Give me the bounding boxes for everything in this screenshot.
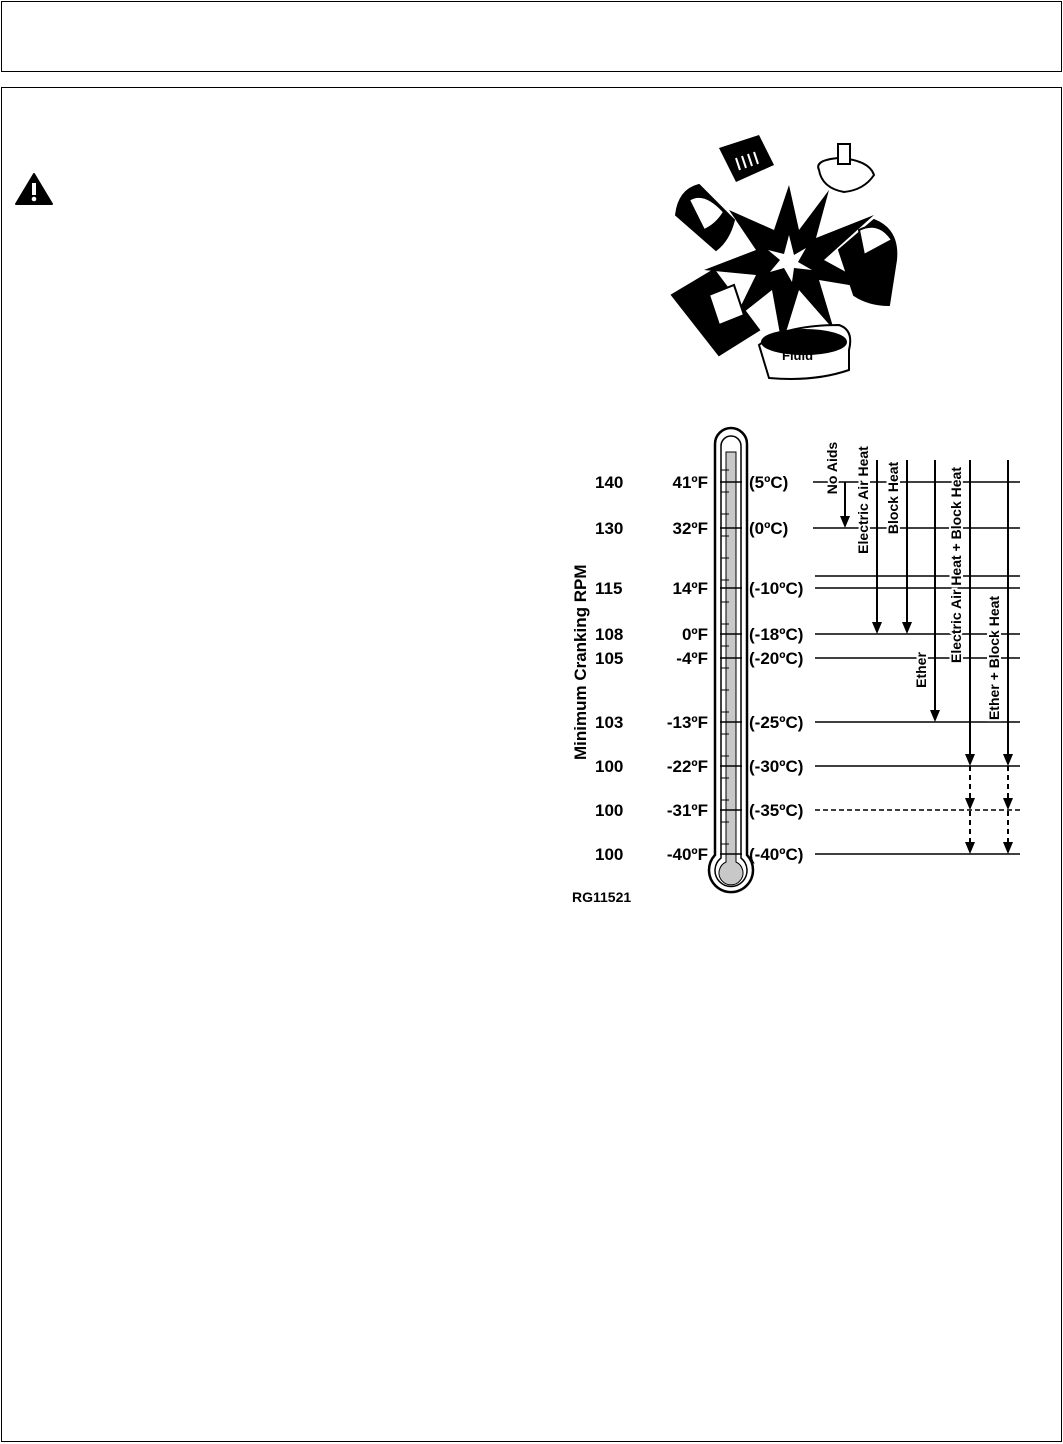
starting-fluid-explosion-illustration <box>664 130 909 390</box>
temp-f-label: -13ºF <box>666 713 708 732</box>
cranking-rpm-chart <box>565 430 1025 910</box>
temp-f-label: 32ºF <box>672 519 708 538</box>
aid-label: Ether + Block Heat <box>986 595 1002 721</box>
rpm-label: 115 <box>595 579 623 598</box>
arrow-head-icon <box>902 622 912 634</box>
spray-can-left-icon <box>676 185 734 250</box>
temp-f-label: -40ºF <box>666 845 708 864</box>
y-axis-label: Minimum Cranking RPM <box>571 564 590 760</box>
arrow-head-icon <box>930 710 940 722</box>
aid-label: Electric Air Heat + Block Heat <box>948 467 964 663</box>
aid-label: Electric Air Heat <box>855 446 871 554</box>
temp-f-label: -22ºF <box>666 757 708 776</box>
warning-triangle-icon <box>14 172 54 206</box>
rpm-label: 103 <box>595 713 624 732</box>
temp-c-label: (-10ºC) <box>749 579 804 598</box>
temp-c-label: (-35ºC) <box>749 801 804 820</box>
figure-id: RG11521 <box>572 889 632 905</box>
starting-fluid-box-icon <box>672 270 759 355</box>
aid-label: No Aids <box>824 441 840 495</box>
header-frame <box>1 1 1062 72</box>
arrow-head-icon <box>965 754 975 766</box>
arrow-head-icon <box>1003 842 1013 854</box>
arrow-head-icon <box>965 842 975 854</box>
arrow-head-icon <box>1003 798 1013 810</box>
filter-canister-icon <box>719 135 774 182</box>
starting-fluid-can-icon <box>759 325 850 379</box>
aid-label: Block Heat <box>885 461 901 535</box>
temp-c-label: (-25ºC) <box>749 713 804 732</box>
aid-label: Ether <box>913 652 929 688</box>
thermometer-icon <box>709 428 753 892</box>
arrow-head-icon <box>840 516 850 528</box>
rpm-label: 100 <box>595 757 624 776</box>
temp-f-label: -31ºF <box>666 801 708 820</box>
temp-c-label: (0ºC) <box>749 519 789 538</box>
rpm-label: 100 <box>595 845 624 864</box>
rpm-label: 140 <box>595 473 624 492</box>
temp-c-label: (-18ºC) <box>749 625 804 644</box>
rpm-label: 105 <box>595 649 624 668</box>
temp-f-label: 14ºF <box>672 579 708 598</box>
arrow-head-icon <box>1003 754 1013 766</box>
arrow-head-icon <box>965 798 975 810</box>
temp-c-label: (-40ºC) <box>749 845 804 864</box>
spray-cap-icon <box>818 144 874 192</box>
temp-f-label: 0ºF <box>681 625 708 644</box>
can-label: Fluid <box>782 348 814 363</box>
temp-c-label: (5ºC) <box>749 473 789 492</box>
temp-f-label: 41ºF <box>672 473 708 492</box>
arrow-head-icon <box>872 622 882 634</box>
temp-c-label: (-30ºC) <box>749 757 804 776</box>
rpm-label: 130 <box>595 519 624 538</box>
temp-f-label: -4ºF <box>676 649 708 668</box>
rpm-label: 108 <box>595 625 624 644</box>
rpm-label: 100 <box>595 801 624 820</box>
temp-c-label: (-20ºC) <box>749 649 804 668</box>
